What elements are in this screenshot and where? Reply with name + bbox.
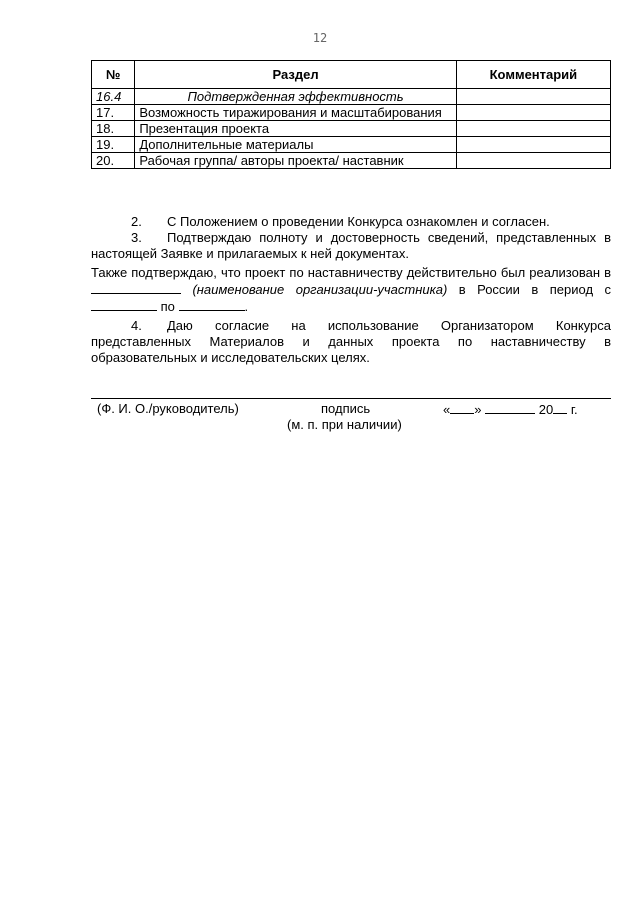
- signature-block: [91, 398, 611, 433]
- year-prefix: 20: [538, 402, 554, 417]
- also-end: .: [244, 299, 249, 314]
- row-comment: [456, 121, 610, 137]
- signature-line: [91, 398, 611, 399]
- day-blank: [450, 401, 474, 414]
- header-comment: Комментарий: [456, 61, 610, 89]
- period-start-blank: [91, 298, 157, 311]
- row-comment: [456, 137, 610, 153]
- signature-label: подпись: [321, 401, 371, 416]
- month-blank: [485, 401, 535, 414]
- header-number: №: [92, 61, 135, 89]
- paragraph-4-text: Даю согласие на использование Организатором Конкурса представленных Материалов и данных проекта по наставничеству в образовательных и исследовательских целях.: [91, 318, 611, 365]
- row-section: Презентация проекта: [135, 121, 456, 137]
- date-quote-close: »: [474, 402, 482, 417]
- row-section: Дополнительные материалы: [135, 137, 456, 153]
- row-number: 18.: [92, 121, 135, 137]
- period-end-blank: [179, 298, 245, 311]
- table-row: [92, 137, 611, 153]
- row-comment: [456, 153, 610, 169]
- paragraph-2-text: С Положением о проведении Конкурса ознакомлен и согласен.: [167, 214, 550, 229]
- row-number: 17.: [92, 105, 135, 121]
- paragraph-3-number: 3.: [131, 230, 142, 245]
- declaration-text: [91, 214, 611, 366]
- header-section: Раздел: [135, 61, 456, 89]
- table-row: [92, 105, 611, 121]
- paragraph-3-text: Подтверждаю полноту и достоверность сведений, представленных в настоящей Заявке и прилагаемых к ней документах.: [91, 230, 611, 261]
- row-comment: [456, 89, 610, 105]
- also-text-2: в России в период с: [458, 282, 611, 297]
- row-section: Рабочая группа/ авторы проекта/ наставник: [135, 153, 456, 169]
- row-section: Подтвержденная эффективность: [135, 89, 456, 105]
- table-row: [92, 153, 611, 169]
- paragraph-4: [91, 318, 611, 366]
- year-suffix: г.: [570, 402, 578, 417]
- table-row: [92, 121, 611, 137]
- fio-label: (Ф. И. О./руководитель): [97, 401, 239, 416]
- paragraph-2: [91, 214, 611, 230]
- row-number: 19.: [92, 137, 135, 153]
- paragraph-2-number: 2.: [131, 214, 142, 229]
- also-text-1: Также подтверждаю, что проект по наставничеству действительно был реализован в: [91, 265, 611, 280]
- year-blank: [553, 401, 567, 414]
- paragraph-also: [91, 265, 611, 315]
- row-section: Возможность тиражирования и масштабирования: [135, 105, 456, 121]
- stamp-label: (м. п. при наличии): [287, 417, 402, 432]
- row-number: 16.4: [92, 89, 135, 105]
- paragraph-4-number: 4.: [131, 318, 142, 333]
- signature-labels: [91, 401, 611, 417]
- row-comment: [456, 105, 610, 121]
- date-quote-open: «: [443, 402, 451, 417]
- page-number: 12: [312, 31, 328, 45]
- date-field: [443, 401, 578, 417]
- table-header-row: [92, 61, 611, 89]
- table-row: [92, 89, 611, 105]
- also-by: по: [160, 299, 175, 314]
- organization-blank: [91, 281, 181, 294]
- row-number: 20.: [92, 153, 135, 169]
- paragraph-3: [91, 230, 611, 262]
- stamp-row: [91, 417, 611, 433]
- organization-hint: (наименование организации-участника): [192, 282, 448, 297]
- sections-table: [91, 60, 611, 169]
